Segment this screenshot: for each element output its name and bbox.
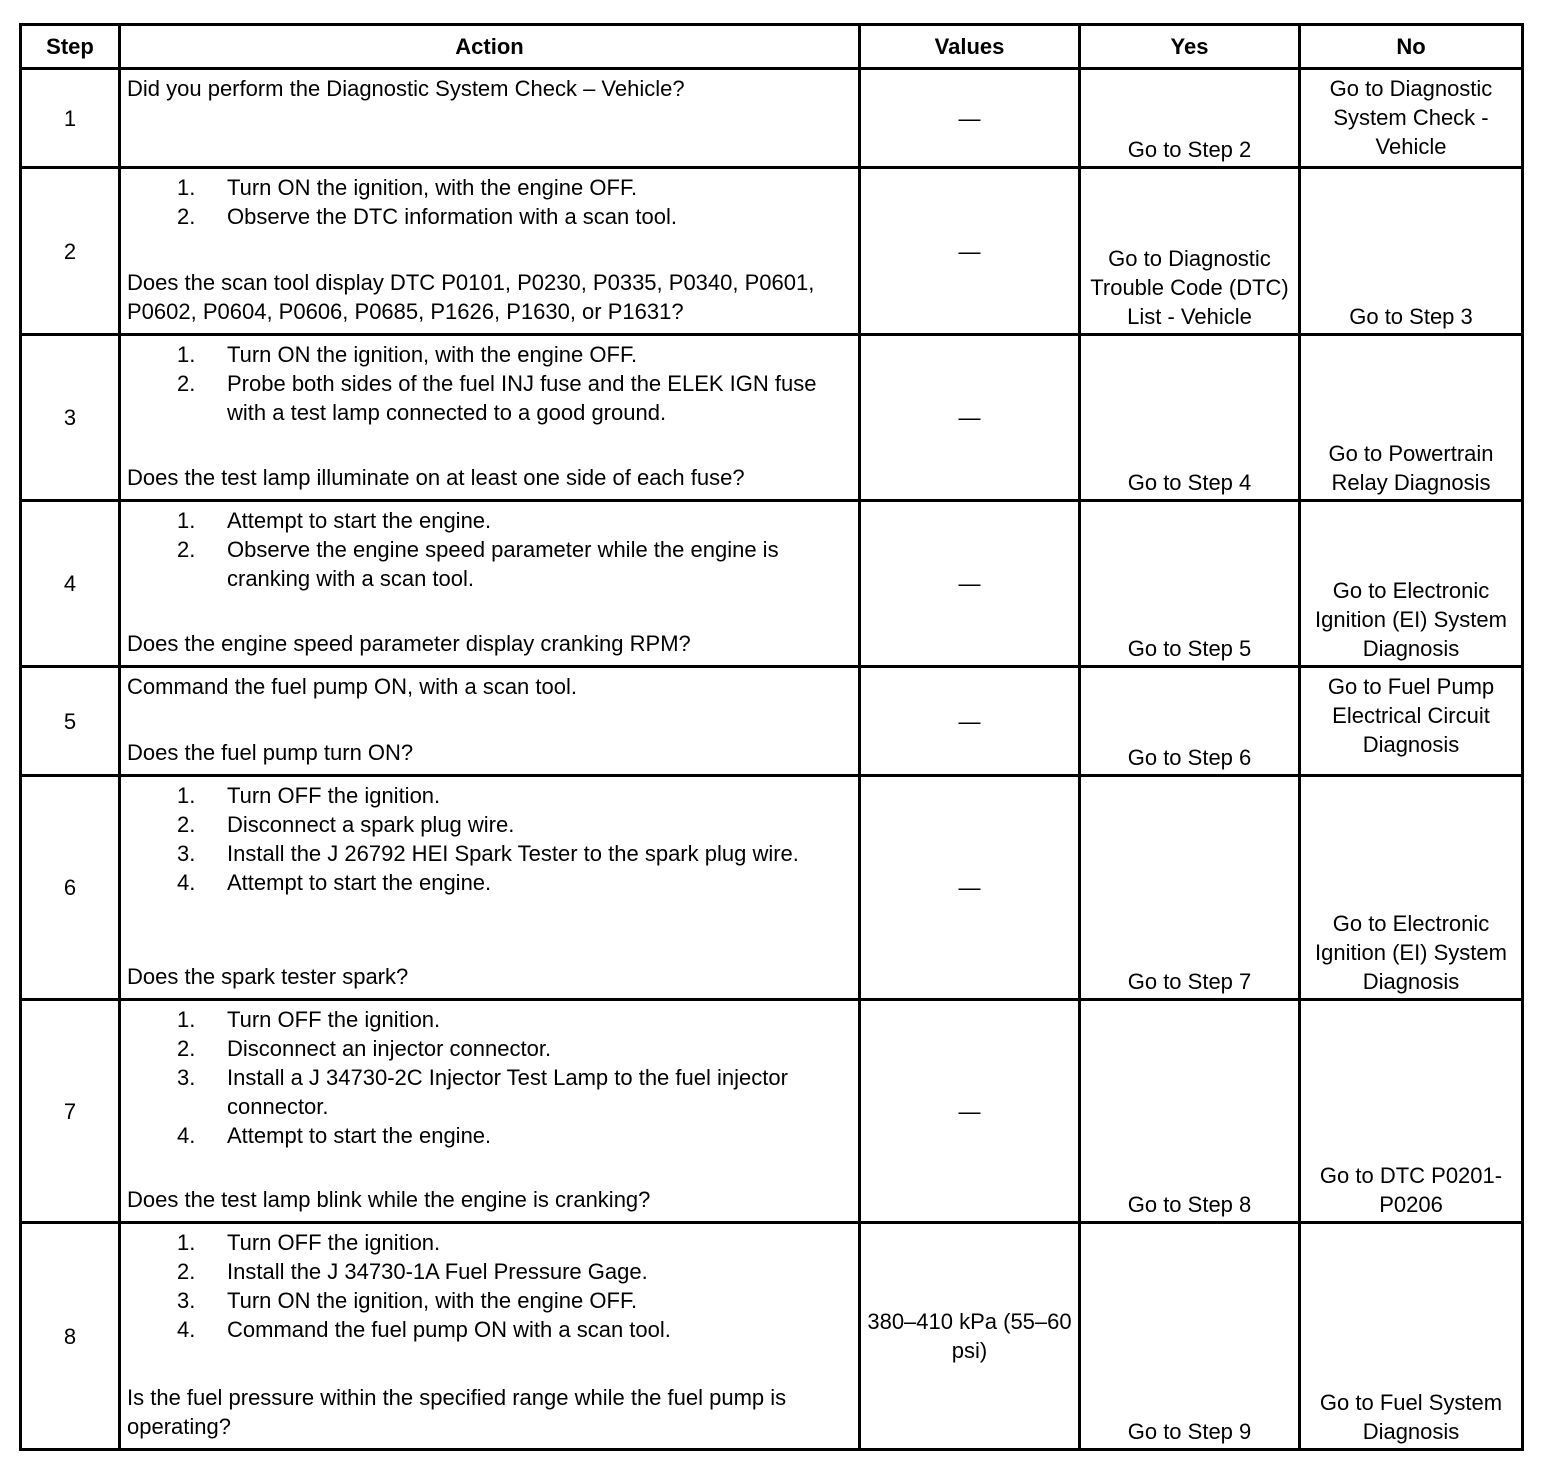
action-question: Does the spark tester spark? (127, 964, 409, 989)
action-step-item (127, 810, 854, 839)
action-step-text: Observe the engine speed parameter while the engine is cranking with a scan tool. (227, 537, 779, 591)
action-step-item (127, 1034, 854, 1063)
table-row (21, 776, 1523, 1000)
action-step-item (127, 369, 854, 427)
values-cell: — (860, 776, 1080, 1000)
action-step-number: 3. (177, 1065, 196, 1090)
values-cell: — (860, 168, 1080, 335)
action-steps-list (127, 1005, 854, 1150)
action-steps-list (127, 506, 854, 593)
no-action: Go to Electronic Ignition (EI) System Diagnosis (1300, 776, 1523, 1000)
action-step-text: Observe the DTC information with a scan tool. (227, 204, 677, 229)
values-cell: 380–410 kPa (55–60 psi) (860, 1223, 1080, 1450)
action-question: Does the engine speed parameter display cranking RPM? (127, 631, 691, 656)
values-cell: — (860, 69, 1080, 168)
action-step-number: 1. (177, 783, 196, 808)
action-step-text: Turn ON the ignition, with the engine OFF. (227, 1288, 638, 1313)
action-instruction: Command the fuel pump ON, with a scan tool. (127, 674, 577, 699)
action-step-text: Install the J 26792 HEI Spark Tester to the spark plug wire. (227, 841, 799, 866)
action-question: Does the fuel pump turn ON? (127, 740, 414, 765)
action-step-item (127, 1228, 854, 1257)
action-step-item (127, 1315, 854, 1344)
table-row (21, 168, 1523, 335)
action-step-text: Attempt to start the engine. (227, 1123, 492, 1148)
yes-action: Go to Step 9 (1080, 1223, 1300, 1450)
yes-action: Go to Step 5 (1080, 501, 1300, 667)
step-number: 6 (21, 776, 120, 1000)
action-step-item (127, 1063, 854, 1121)
table-body (21, 69, 1523, 1450)
action-step-number: 4. (177, 1123, 196, 1148)
action-step-item (127, 839, 854, 868)
action-step-item (127, 202, 854, 231)
action-step-item (127, 1005, 854, 1034)
diagnostic-table (19, 23, 1524, 1451)
action-step-number: 2. (177, 204, 196, 229)
action-step-text: Turn OFF the ignition. (227, 783, 441, 808)
action-step-item (127, 1286, 854, 1315)
yes-action: Go to Step 2 (1080, 69, 1300, 168)
header-row (21, 25, 1523, 69)
step-number: 1 (21, 69, 120, 168)
action-steps-list (127, 173, 854, 231)
action-step-text: Disconnect a spark plug wire. (227, 812, 515, 837)
action-step-number: 2. (177, 371, 196, 396)
action-step-text: Turn ON the ignition, with the engine OFF. (227, 342, 638, 367)
action-step-text: Install the J 34730-1A Fuel Pressure Gage. (227, 1259, 648, 1284)
step-number: 2 (21, 168, 120, 335)
action-step-number: 2. (177, 812, 196, 837)
no-action: Go to Step 3 (1300, 168, 1523, 335)
action-cell (120, 1223, 860, 1450)
action-step-number: 4. (177, 1317, 196, 1342)
action-step-text: Probe both sides of the fuel INJ fuse and the ELEK IGN fuse with a test lamp connected to a good ground. (227, 371, 817, 425)
step-number: 4 (21, 501, 120, 667)
values-cell: — (860, 667, 1080, 776)
action-step-number: 2. (177, 1036, 196, 1061)
yes-action: Go to Step 4 (1080, 335, 1300, 501)
yes-action: Go to Step 6 (1080, 667, 1300, 776)
table-row (21, 1000, 1523, 1223)
action-step-item (127, 340, 854, 369)
action-step-number: 1. (177, 175, 196, 200)
no-action: Go to DTC P0201-P0206 (1300, 1000, 1523, 1223)
header-action: Action (120, 25, 860, 69)
action-step-number: 2. (177, 537, 196, 562)
table-row (21, 335, 1523, 501)
action-question: Does the scan tool display DTC P0101, P0230, P0335, P0340, P0601, P0602, P0604, P0606, P0685, P1626, P1630, or P1631? (127, 270, 815, 324)
action-step-item (127, 535, 854, 593)
values-cell: — (860, 501, 1080, 667)
action-cell (120, 335, 860, 501)
action-step-number: 1. (177, 1007, 196, 1032)
action-question: Does the test lamp blink while the engine is cranking? (127, 1187, 651, 1212)
action-step-number: 3. (177, 1288, 196, 1313)
action-cell (120, 168, 860, 335)
action-step-item (127, 1121, 854, 1150)
action-step-number: 2. (177, 1259, 196, 1284)
table-row (21, 1223, 1523, 1450)
header-no: No (1300, 25, 1523, 69)
no-action: Go to Fuel System Diagnosis (1300, 1223, 1523, 1450)
action-step-text: Attempt to start the engine. (227, 870, 492, 895)
no-action: Go to Electronic Ignition (EI) System Diagnosis (1300, 501, 1523, 667)
header-step: Step (21, 25, 120, 69)
action-cell (120, 776, 860, 1000)
header-values: Values (860, 25, 1080, 69)
action-step-number: 3. (177, 841, 196, 866)
yes-action: Go to Step 7 (1080, 776, 1300, 1000)
step-number: 7 (21, 1000, 120, 1223)
table-row (21, 69, 1523, 168)
action-step-text: Turn ON the ignition, with the engine OFF. (227, 175, 638, 200)
no-action: Go to Fuel Pump Electrical Circuit Diagnosis (1300, 667, 1523, 776)
action-step-number: 1. (177, 508, 196, 533)
action-step-text: Command the fuel pump ON with a scan tool. (227, 1317, 671, 1342)
action-step-text: Disconnect an injector connector. (227, 1036, 552, 1061)
yes-action: Go to Diagnostic Trouble Code (DTC) List - Vehicle (1080, 168, 1300, 335)
action-step-item (127, 868, 854, 897)
action-step-text: Attempt to start the engine. (227, 508, 492, 533)
table-row (21, 667, 1523, 776)
action-step-text: Turn OFF the ignition. (227, 1230, 441, 1255)
action-question: Does the test lamp illuminate on at least one side of each fuse? (127, 465, 745, 490)
action-step-item (127, 173, 854, 202)
yes-action: Go to Step 8 (1080, 1000, 1300, 1223)
action-cell (120, 69, 860, 168)
step-number: 5 (21, 667, 120, 776)
action-cell (120, 1000, 860, 1223)
action-steps-list (127, 781, 854, 897)
action-step-item (127, 781, 854, 810)
action-cell (120, 501, 860, 667)
table-row (21, 501, 1523, 667)
action-step-item (127, 1257, 854, 1286)
action-steps-list (127, 340, 854, 427)
action-step-number: 1. (177, 1230, 196, 1255)
header-yes: Yes (1080, 25, 1300, 69)
no-action: Go to Powertrain Relay Diagnosis (1300, 335, 1523, 501)
action-question: Is the fuel pressure within the specified range while the fuel pump is operating? (127, 1385, 787, 1439)
step-number: 3 (21, 335, 120, 501)
action-step-item (127, 506, 854, 535)
values-cell: — (860, 1000, 1080, 1223)
action-cell (120, 667, 860, 776)
action-step-text: Turn OFF the ignition. (227, 1007, 441, 1032)
step-number: 8 (21, 1223, 120, 1450)
values-cell: — (860, 335, 1080, 501)
action-question: Did you perform the Diagnostic System Check – Vehicle? (127, 76, 685, 101)
no-action: Go to Diagnostic System Check - Vehicle (1300, 69, 1523, 168)
action-step-number: 1. (177, 342, 196, 367)
action-step-number: 4. (177, 870, 196, 895)
action-steps-list (127, 1228, 854, 1344)
action-step-text: Install a J 34730-2C Injector Test Lamp to the fuel injector connector. (227, 1065, 788, 1119)
